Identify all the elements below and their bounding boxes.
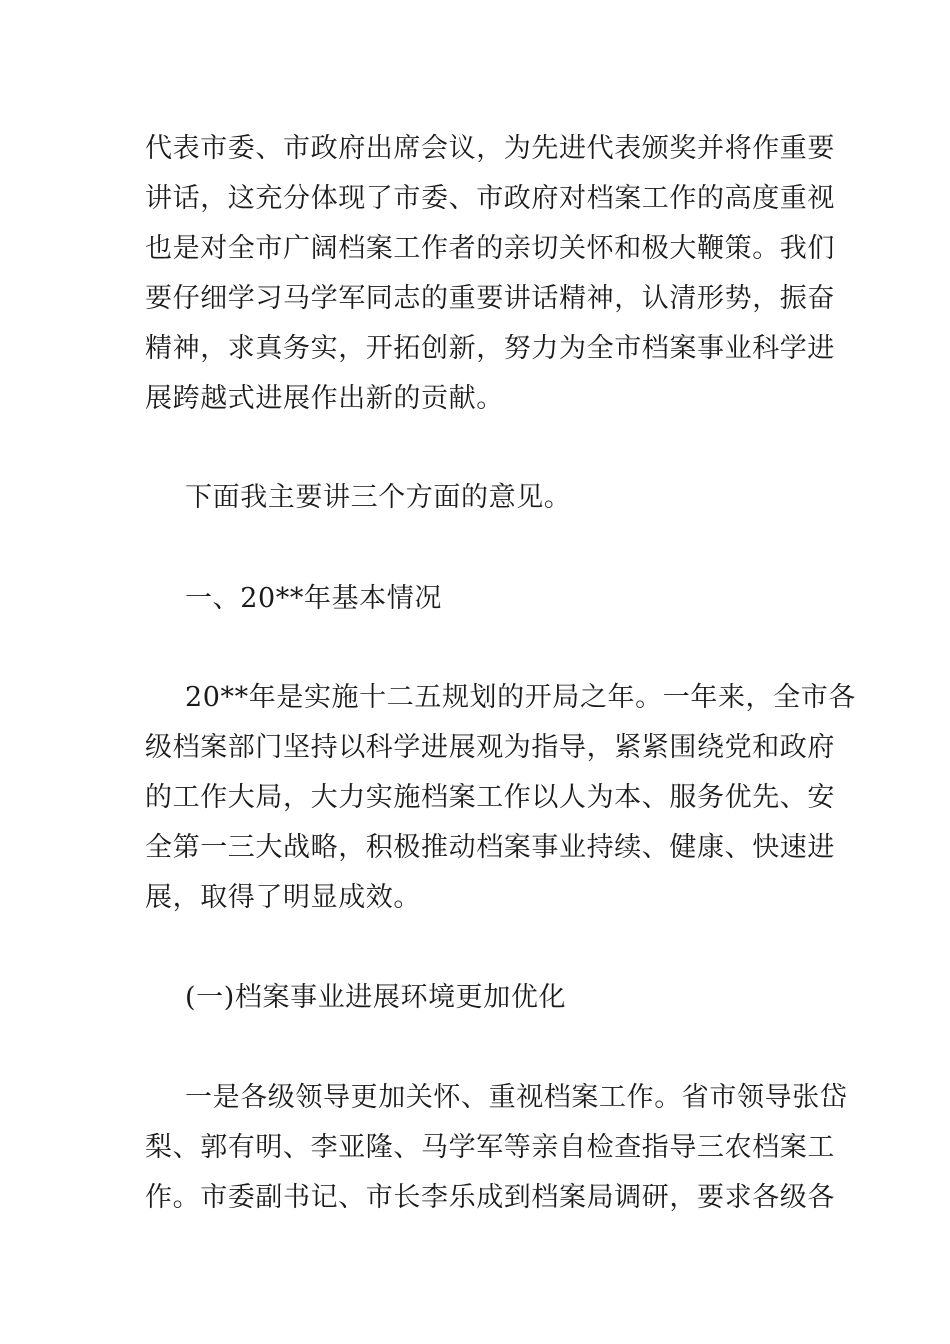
paragraph-line: 讲话，这充分体现了市委、市政府对档案工作的高度重视 xyxy=(145,183,835,214)
paragraph-line: 作。市委副书记、市长李乐成到档案局调研，要求各级各 xyxy=(145,1182,835,1213)
paragraph-line: 全第一三大战略，积极推动档案事业持续、健康、快速进 xyxy=(145,832,835,863)
section-heading: 一、20**年基本情况 xyxy=(185,583,442,614)
paragraph-line: 也是对全市广阔档案工作者的亲切关怀和极大鞭策。我们 xyxy=(145,233,835,264)
subsection-heading: (一)档案事业进展环境更加优化 xyxy=(185,982,567,1013)
paragraph-line: 展，取得了明显成效。 xyxy=(145,882,421,913)
paragraph-line: 级档案部门坚持以科学进展观为指导，紧紧围绕党和政府 xyxy=(145,732,835,763)
paragraph-line: 精神，求真务实，开拓创新，努力为全市档案事业科学进 xyxy=(145,333,835,364)
paragraph-line: 一是各级领导更加关怀、重视档案工作。省市领导张岱 xyxy=(185,1082,848,1113)
paragraph-line: 的工作大局，大力实施档案工作以人为本、服务优先、安 xyxy=(145,782,835,813)
paragraph-line: 下面我主要讲三个方面的意见。 xyxy=(185,482,572,513)
paragraph-line: 展跨越式进展作出新的贡献。 xyxy=(145,383,504,414)
paragraph-line: 代表市委、市政府出席会议，为先进代表颁奖并将作重要 xyxy=(145,133,835,164)
paragraph-line: 要仔细学习马学军同志的重要讲话精神，认清形势，振奋 xyxy=(145,283,835,314)
paragraph-line: 梨、郭有明、李亚隆、马学军等亲自检查指导三农档案工 xyxy=(145,1132,835,1163)
paragraph-line: 20**年是实施十二五规划的开局之年。一年来，全市各 xyxy=(185,682,856,713)
